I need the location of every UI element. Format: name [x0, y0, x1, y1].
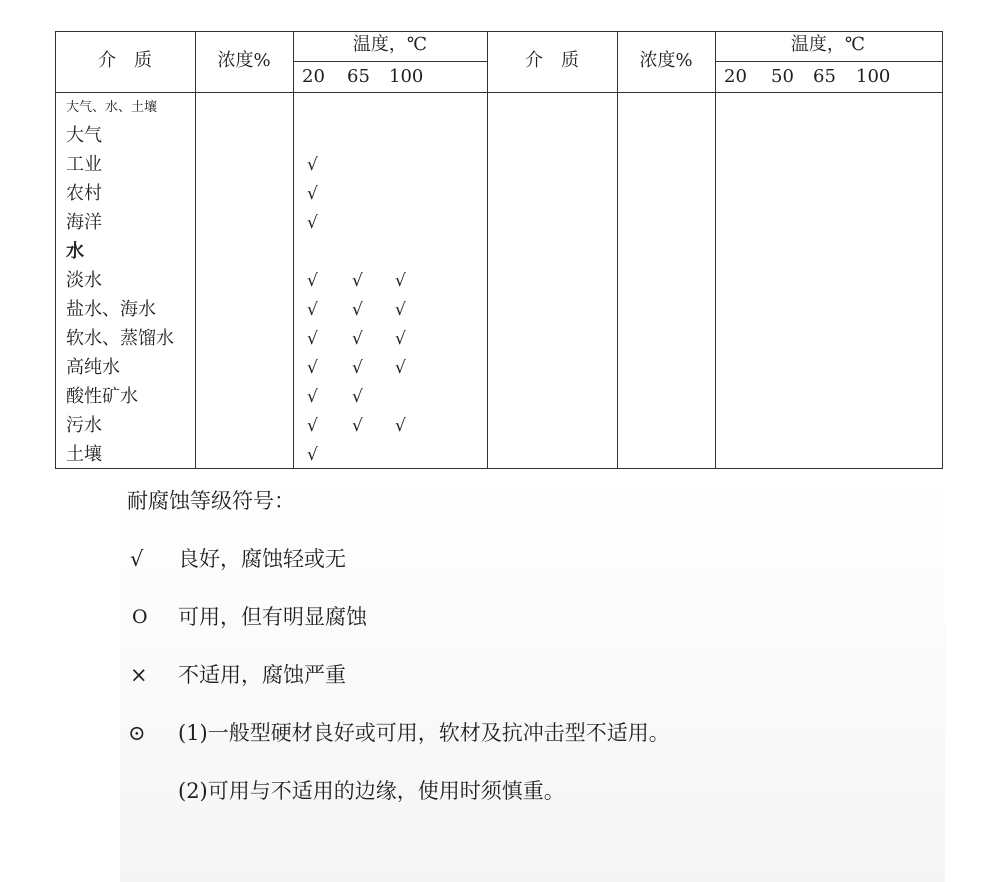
column-divider	[487, 31, 488, 469]
medium-category-label: 大气、水、土壤	[66, 100, 158, 115]
temp-label: 65	[347, 66, 370, 87]
header-bottom-line	[55, 92, 942, 93]
check-mark: √	[352, 329, 363, 349]
temperature-header: 温度，℃	[790, 34, 866, 55]
check-mark: √	[307, 300, 318, 320]
unsuitable-symbol: ×	[130, 663, 148, 687]
check-mark: √	[395, 416, 406, 436]
medium-header: 介 质	[525, 50, 579, 71]
column-divider	[715, 31, 716, 469]
table-row-label: 大气	[66, 125, 102, 146]
check-mark: √	[352, 271, 363, 291]
conditional-symbol: ⊙	[128, 721, 146, 745]
table-row-label: 软水、蒸馏水	[66, 328, 174, 349]
temperature-header: 温度，℃	[352, 34, 428, 55]
table-row-label: 淡水	[66, 270, 102, 291]
legend-text: 可用，但有明显腐蚀	[178, 605, 367, 629]
table-row-label: 海洋	[66, 212, 102, 233]
table-top-border	[55, 31, 942, 32]
temp-label: 20	[302, 66, 325, 87]
column-divider	[617, 31, 618, 469]
temp-label: 100	[856, 66, 891, 87]
table-row-label: 农村	[66, 183, 102, 204]
legend-text: 良好，腐蚀轻或无	[178, 547, 346, 571]
check-mark: √	[352, 358, 363, 378]
table-row-label: 污水	[66, 415, 102, 436]
usable-symbol: O	[132, 606, 148, 628]
temp-label: 20	[724, 66, 747, 87]
check-mark: √	[352, 300, 363, 320]
check-mark: √	[307, 445, 318, 465]
table-row-label: 工业	[66, 154, 102, 175]
check-mark: √	[395, 300, 406, 320]
check-mark: √	[352, 387, 363, 407]
table-right-border	[942, 31, 943, 469]
table-left-border	[55, 31, 56, 469]
check-mark: √	[352, 416, 363, 436]
concentration-header: 浓度%	[639, 50, 693, 71]
check-mark: √	[395, 271, 406, 291]
check-mark: √	[307, 416, 318, 436]
column-divider	[293, 31, 294, 469]
column-divider	[195, 31, 196, 469]
temp-label: 100	[389, 66, 424, 87]
table-row-label: 盐水、海水	[66, 299, 156, 320]
concentration-header: 浓度%	[217, 50, 271, 71]
check-mark: √	[307, 387, 318, 407]
temp-label: 50	[771, 66, 794, 87]
good-symbol: √	[130, 547, 144, 571]
table-bottom-border	[55, 468, 942, 469]
check-mark: √	[307, 184, 318, 204]
check-mark: √	[395, 329, 406, 349]
check-mark: √	[395, 358, 406, 378]
legend-title: 耐腐蚀等级符号：	[127, 489, 295, 513]
legend-text: (1)一般型硬材良好或可用，软材及抗冲击型不适用。	[178, 721, 670, 745]
table-row-label: 高纯水	[66, 357, 120, 378]
table-row-label: 水	[66, 241, 84, 262]
legend-text: (2)可用与不适用的边缘，使用时须慎重。	[178, 779, 565, 803]
table-row-label: 土壤	[66, 444, 102, 465]
legend-text: 不适用，腐蚀严重	[178, 663, 346, 687]
check-mark: √	[307, 329, 318, 349]
medium-header: 介 质	[98, 50, 152, 71]
table-row-label: 酸性矿水	[66, 386, 138, 407]
check-mark: √	[307, 213, 318, 233]
check-mark: √	[307, 271, 318, 291]
left-temp-subheader-line	[293, 61, 487, 62]
temp-label: 65	[813, 66, 836, 87]
right-temp-subheader-line	[715, 61, 942, 62]
check-mark: √	[307, 155, 318, 175]
check-mark: √	[307, 358, 318, 378]
